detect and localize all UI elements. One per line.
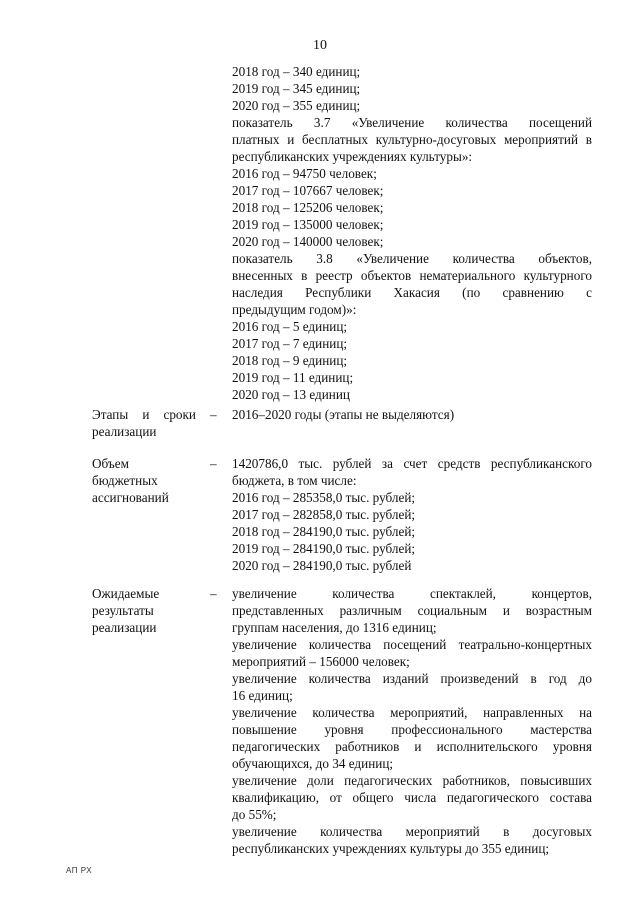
- indicator-line: 2020 год – 140000 человек;: [232, 234, 384, 249]
- results-line: повышение уровня профессионального мастерства: [232, 722, 592, 737]
- indicator-line: 2018 год – 125206 человек;: [232, 200, 384, 215]
- budget-line: 2018 год – 284190,0 тыс. рублей;: [232, 524, 416, 539]
- indicator-line: 2020 год – 355 единиц;: [232, 98, 361, 113]
- indicator-line: 2018 год – 340 единиц;: [232, 64, 361, 79]
- indicator-line: 2016 год – 5 единиц;: [232, 319, 348, 334]
- page-number: 10: [313, 38, 327, 53]
- indicator-line: 2019 год – 11 единиц;: [232, 370, 354, 385]
- budget-label: Объем: [92, 456, 129, 471]
- indicator-line: 2019 год – 345 единиц;: [232, 81, 361, 96]
- results-label: результаты: [92, 603, 154, 618]
- results-dash: –: [210, 586, 217, 601]
- results-label: Ожидаемые: [92, 586, 160, 601]
- results-line: увеличение количества посещений театрально-концертных: [232, 637, 592, 652]
- indicator-line: 2020 год – 13 единиц: [232, 387, 350, 402]
- results-line: республиканских учреждениях культуры до 355 единиц;: [232, 841, 550, 856]
- results-line: 16 единиц;: [232, 688, 293, 703]
- stages-value: 2016–2020 годы (этапы не выделяются): [232, 407, 455, 422]
- budget-label: бюджетных: [92, 473, 158, 488]
- budget-line: 1420786,0 тыс. рублей за счет средств республиканского: [232, 456, 592, 471]
- budget-line: 2017 год – 282858,0 тыс. рублей;: [232, 507, 416, 522]
- results-line: увеличение количества спектаклей, концертов,: [232, 586, 592, 601]
- indicator-line: внесенных в реестр объектов нематериального культурного: [232, 268, 592, 283]
- results-line: до 55%;: [232, 807, 277, 822]
- stages-dash: –: [210, 407, 217, 422]
- results-line: увеличение количества мероприятий в досуговых: [232, 824, 592, 839]
- results-line: увеличение количества изданий произведений в год до: [232, 671, 592, 686]
- results-line: увеличение доли педагогических работников, повысивших: [232, 773, 592, 788]
- indicator-line: 2016 год – 94750 человек;: [232, 166, 377, 181]
- indicator-line: показатель 3.7 «Увеличение количества посещений: [232, 115, 592, 130]
- indicator-line: платных и бесплатных культурно-досуговых мероприятий в: [232, 132, 592, 147]
- results-line: группам населения, до 1316 единиц;: [232, 620, 437, 635]
- stages-label: Этапы и сроки: [92, 407, 196, 422]
- indicator-line: наследия Республики Хакасия (по сравнению с: [232, 285, 592, 300]
- budget-line: 2019 год – 284190,0 тыс. рублей;: [232, 541, 416, 556]
- indicator-line: 2017 год – 107667 человек;: [232, 183, 384, 198]
- results-line: обучающихся, до 34 единиц;: [232, 756, 394, 771]
- results-line: увеличение количества мероприятий, направленных на: [232, 705, 592, 720]
- indicator-line: показатель 3.8 «Увеличение количества объектов,: [232, 251, 592, 266]
- footer-mark: АП РХ: [66, 866, 93, 875]
- results-line: квалификацию, от общего числа педагогического состава: [232, 790, 592, 805]
- stages-label: реализации: [92, 424, 157, 439]
- indicator-line: 2019 год – 135000 человек;: [232, 217, 384, 232]
- results-line: представленных различным социальным и возрастным: [232, 603, 592, 618]
- indicator-line: 2017 год – 7 единиц;: [232, 336, 348, 351]
- results-line: педагогических работников и исполнительского уровня: [232, 739, 592, 754]
- budget-line: бюджета, в том числе:: [232, 473, 357, 488]
- results-label: реализации: [92, 620, 157, 635]
- budget-line: 2016 год – 285358,0 тыс. рублей;: [232, 490, 416, 505]
- budget-dash: –: [210, 456, 217, 471]
- indicator-line: 2018 год – 9 единиц;: [232, 353, 348, 368]
- results-line: мероприятий – 156000 человек;: [232, 654, 410, 669]
- indicator-line: предыдущим годом)»:: [232, 302, 357, 317]
- indicator-line: республиканских учреждениях культуры»:: [232, 149, 473, 164]
- budget-line: 2020 год – 284190,0 тыс. рублей: [232, 558, 412, 573]
- budget-label: ассигнований: [92, 490, 169, 505]
